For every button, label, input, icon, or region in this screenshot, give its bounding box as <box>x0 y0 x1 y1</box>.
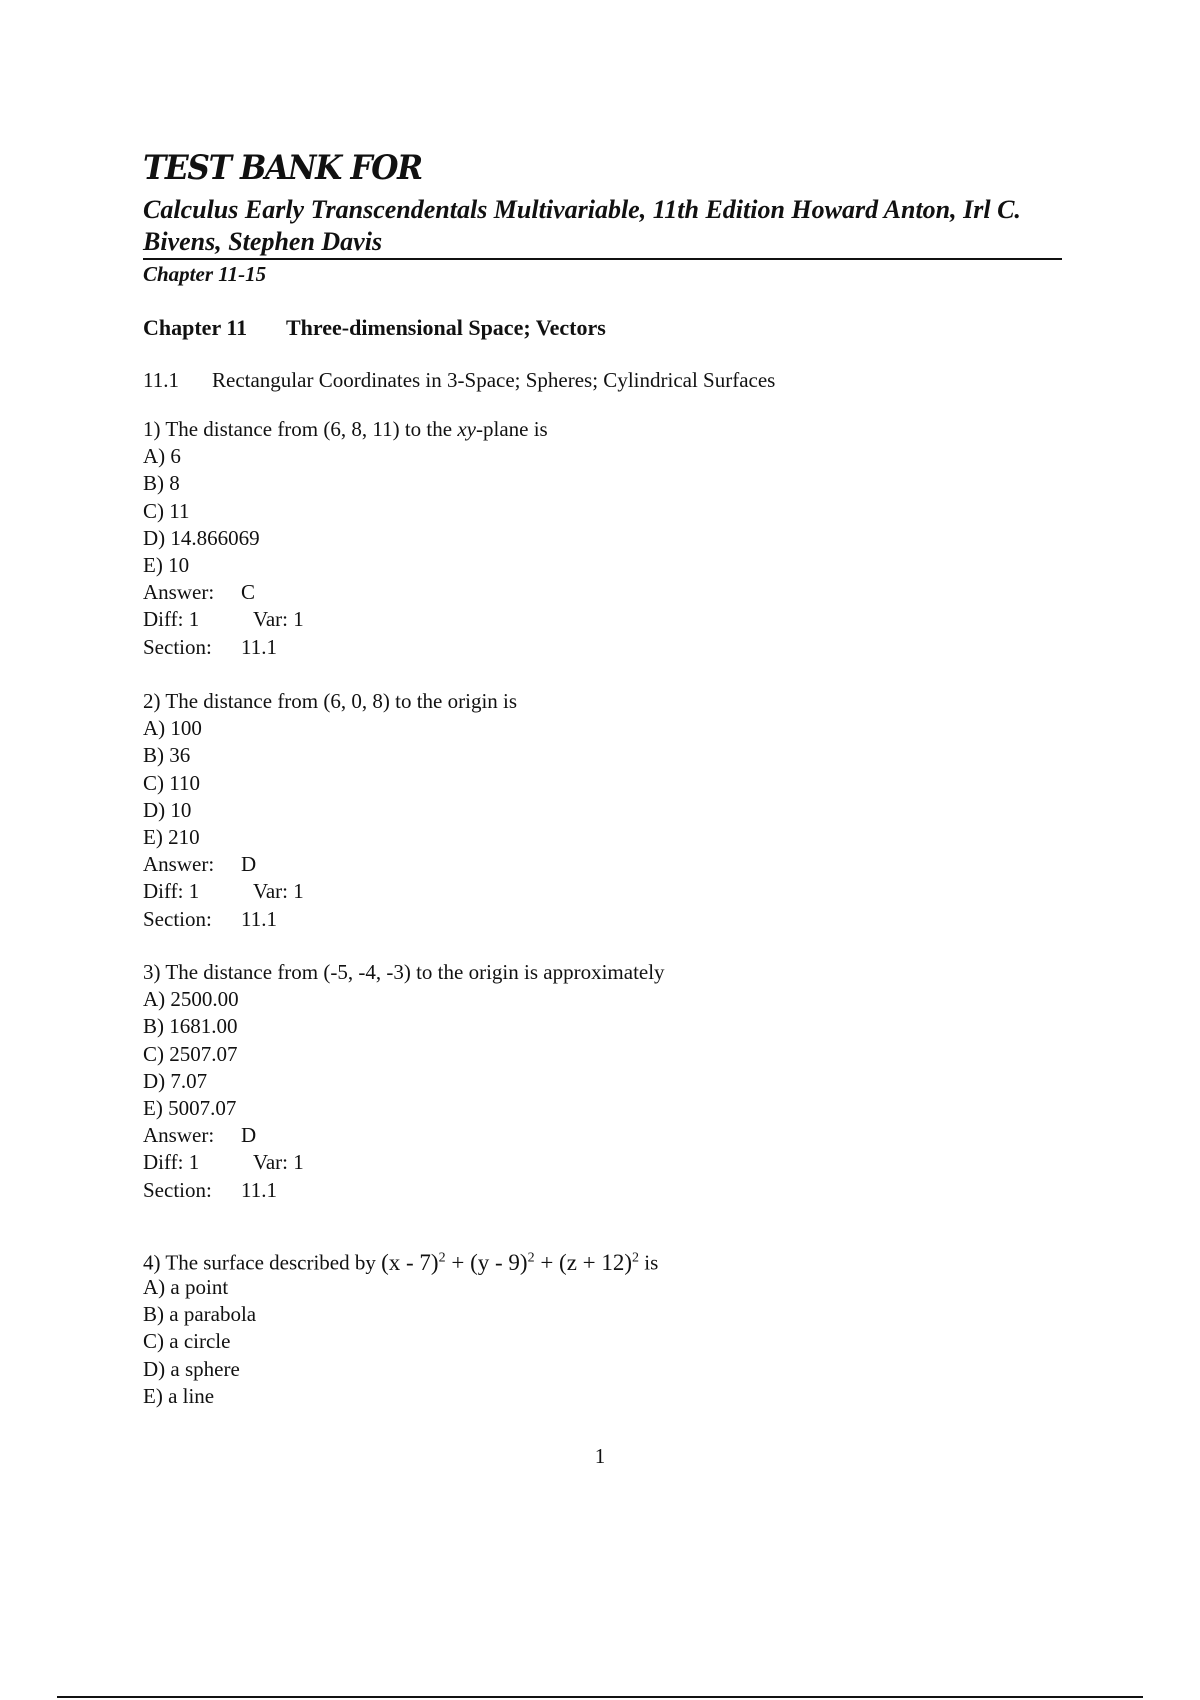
question-4 <box>143 1244 658 1410</box>
var-label: Var: 1 <box>253 879 304 904</box>
diff-label: Diff: 1 <box>143 879 200 904</box>
option-c: C) a circle <box>143 1329 231 1354</box>
question-prompt <box>143 1244 658 1274</box>
var-label: Var: 1 <box>253 1150 304 1175</box>
option-b: B) 36 <box>143 743 191 768</box>
eq-power: 2 <box>438 1250 446 1265</box>
option-d: D) 7.07 <box>143 1068 208 1093</box>
section-label: Section: <box>143 906 212 931</box>
question-2 <box>143 688 517 933</box>
eq-plus: + <box>445 1249 471 1275</box>
eq-power: 2 <box>527 1250 535 1265</box>
option-a: A) 2500.00 <box>143 987 239 1012</box>
answer-label: Answer: <box>143 580 215 605</box>
answer-value: D <box>241 1123 257 1148</box>
answer-line <box>143 1122 665 1149</box>
answer-value: C <box>241 580 256 605</box>
chapter-range: Chapter 11-15 <box>143 262 267 286</box>
option-a: A) a point <box>143 1275 229 1299</box>
header-rule <box>143 258 1062 260</box>
page-number: 1 <box>594 1444 606 1468</box>
eq-term-x: (x - 7) <box>381 1249 439 1275</box>
section-number: 11.1 <box>143 368 179 392</box>
option-d: D) 14.866069 <box>143 525 260 550</box>
option-a: A) 100 <box>143 716 202 741</box>
answer-value: D <box>241 852 257 877</box>
option-e: E) 210 <box>143 824 200 849</box>
question-1 <box>143 416 548 661</box>
chapter-title: Three-dimensional Space; Vectors <box>286 315 606 340</box>
prompt-emphasis: xy <box>457 417 476 441</box>
section-value: 11.1 <box>241 1177 277 1202</box>
prompt-text-end: -plane is <box>476 417 548 441</box>
option-b: B) a parabola <box>143 1302 257 1327</box>
section-line <box>143 906 517 933</box>
option-e: E) a line <box>143 1383 215 1408</box>
answer-label: Answer: <box>143 852 215 877</box>
answer-label: Answer: <box>143 1123 215 1148</box>
chapter-heading <box>143 315 606 341</box>
eq-plus: + <box>534 1249 560 1275</box>
footer-rule <box>57 1696 1143 1698</box>
diff-label: Diff: 1 <box>143 607 200 632</box>
book-title: Calculus Early Transcendentals Multivariable, 11th Edition Howard Anton, Irl C. Bivens, Stephen Davis <box>143 195 1021 256</box>
eq-term-z: (z + 12) <box>559 1249 633 1275</box>
option-b: B) 8 <box>143 471 180 496</box>
section-value: 11.1 <box>241 634 277 659</box>
section-heading <box>143 368 775 393</box>
question-3 <box>143 959 665 1204</box>
test-bank-title: TEST BANK FOR <box>143 148 422 188</box>
option-e: E) 10 <box>143 552 190 577</box>
prompt-text-end: is <box>639 1250 659 1275</box>
answer-line <box>143 579 548 606</box>
prompt-text: 4) The surface described by <box>143 1250 382 1275</box>
difficulty-line <box>143 1149 665 1176</box>
option-d: D) a sphere <box>143 1356 240 1381</box>
question-prompt: 3) The distance from (-5, -4, -3) to the origin is approximately <box>143 960 665 984</box>
option-b: B) 1681.00 <box>143 1014 238 1039</box>
var-label: Var: 1 <box>253 607 304 632</box>
prompt-text: 1) The distance from (6, 8, 11) to the <box>143 417 458 441</box>
answer-line <box>143 851 517 878</box>
option-c: C) 110 <box>143 770 200 795</box>
option-d: D) 10 <box>143 797 192 822</box>
sphere-equation <box>381 1250 639 1275</box>
option-a: A) 6 <box>143 444 181 469</box>
chapter-number: Chapter 11 <box>143 315 248 340</box>
section-value: 11.1 <box>241 906 277 931</box>
section-line <box>143 634 548 661</box>
option-c: C) 11 <box>143 498 190 523</box>
section-title: Rectangular Coordinates in 3-Space; Spheres; Cylindrical Surfaces <box>212 368 776 392</box>
diff-label: Diff: 1 <box>143 1150 200 1175</box>
eq-power: 2 <box>632 1250 640 1265</box>
difficulty-line <box>143 878 517 905</box>
difficulty-line <box>143 606 548 633</box>
option-e: E) 5007.07 <box>143 1095 237 1120</box>
question-prompt: 2) The distance from (6, 0, 8) to the origin is <box>143 689 518 713</box>
question-prompt <box>143 416 548 443</box>
eq-term-y: (y - 9) <box>470 1249 528 1275</box>
option-c: C) 2507.07 <box>143 1041 238 1066</box>
section-line <box>143 1177 665 1204</box>
section-label: Section: <box>143 1177 212 1202</box>
section-label: Section: <box>143 634 212 659</box>
